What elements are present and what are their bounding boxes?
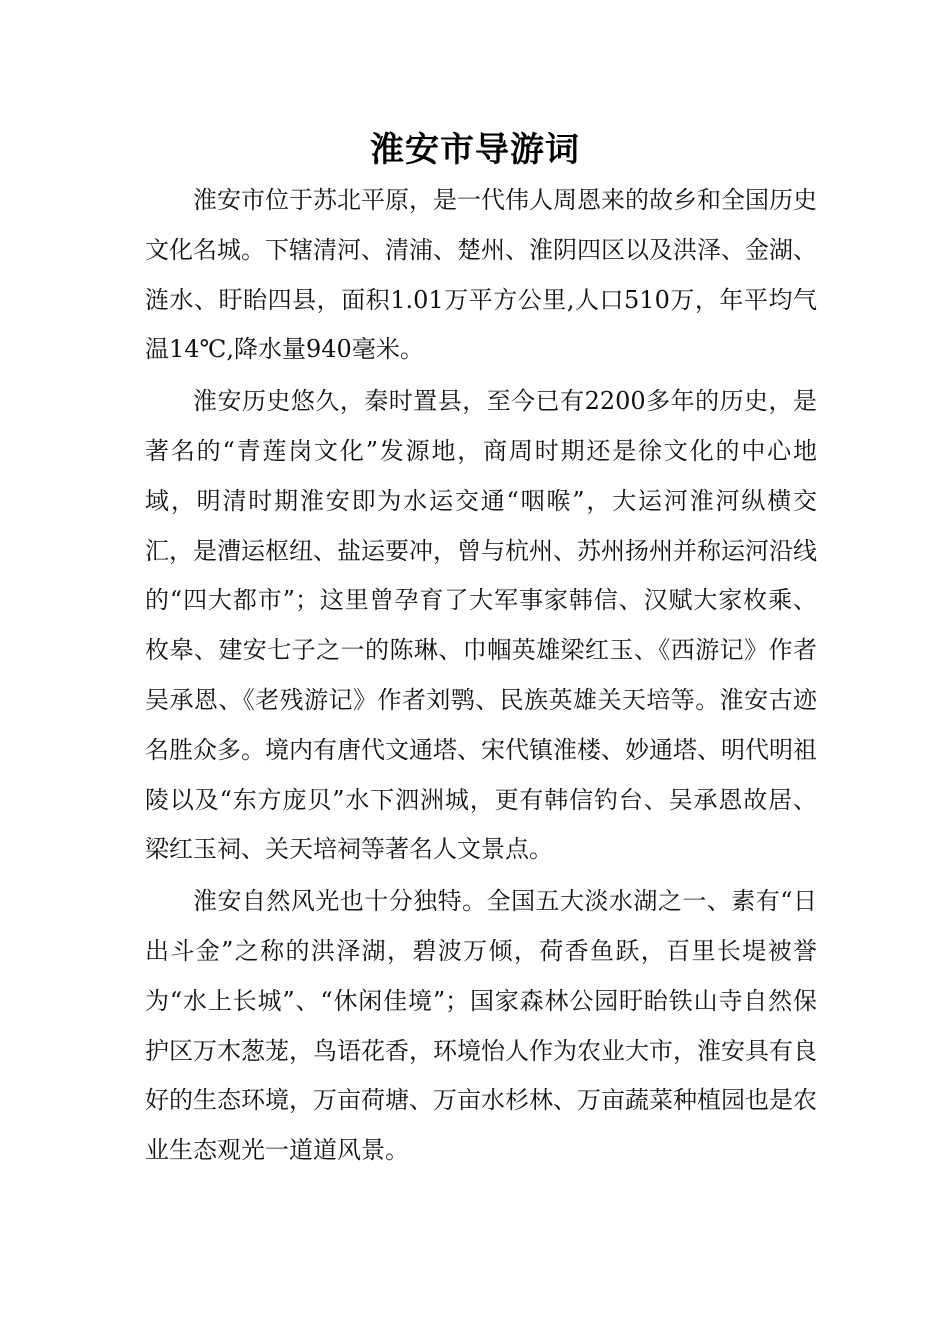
document-title: 淮安市导游词 xyxy=(370,130,580,170)
document-body xyxy=(145,176,817,1176)
paragraph-nature: 淮安自然风光也十分独特。全国五大淡水湖之一、素有“日出斗金”之称的洪泽湖，碧波万倾，荷香鱼跃，百里长堤被誉为“水上长城”、“休闲佳境”；国家森林公园盱眙铁山寺自然保护区万木葱茏，鸟语花香，环境怡人作为农业大市，淮安具有良好的生态环境，万亩荷塘、万亩水杉林、万亩蔬菜种植园也是农业生态观光一道道风景。 xyxy=(145,887,817,1165)
paragraph-history: 淮安历史悠久，秦时置县，至今已有2200多年的历史，是著名的“青莲岗文化”发源地，商周时期还是徐文化的中心地域，明清时期淮安即为水运交通“咽喉”，大运河淮河纵横交汇，是漕运枢纽、盐运要冲，曾与杭州、苏州扬州并称运河沿线的“四大都市”；这里曾孕育了大军事家韩信、汉赋大家枚乘、枚皋、建安七子之一的陈琳、巾帼英雄梁红玉、《西游记》作者吴承恩、《老残游记》作者刘鹗、民族英雄关天培等。淮安古迹名胜众多。境内有唐代文通塔、宋代镇淮楼、妙通塔、明代明祖陵以及“东方庞贝”水下泗洲城，更有韩信钓台、吴承恩故居、梁红玉祠、关天培祠等著名人文景点。 xyxy=(145,387,817,864)
paragraph-intro: 淮安市位于苏北平原，是一代伟人周恩来的故乡和全国历史文化名城。下辖清河、清浦、楚州、淮阴四区以及洪泽、金湖、涟水、盱眙四县，面积1.01万平方公里,人口510万，年平均气温14℃,降水量940毫米。 xyxy=(145,186,817,364)
